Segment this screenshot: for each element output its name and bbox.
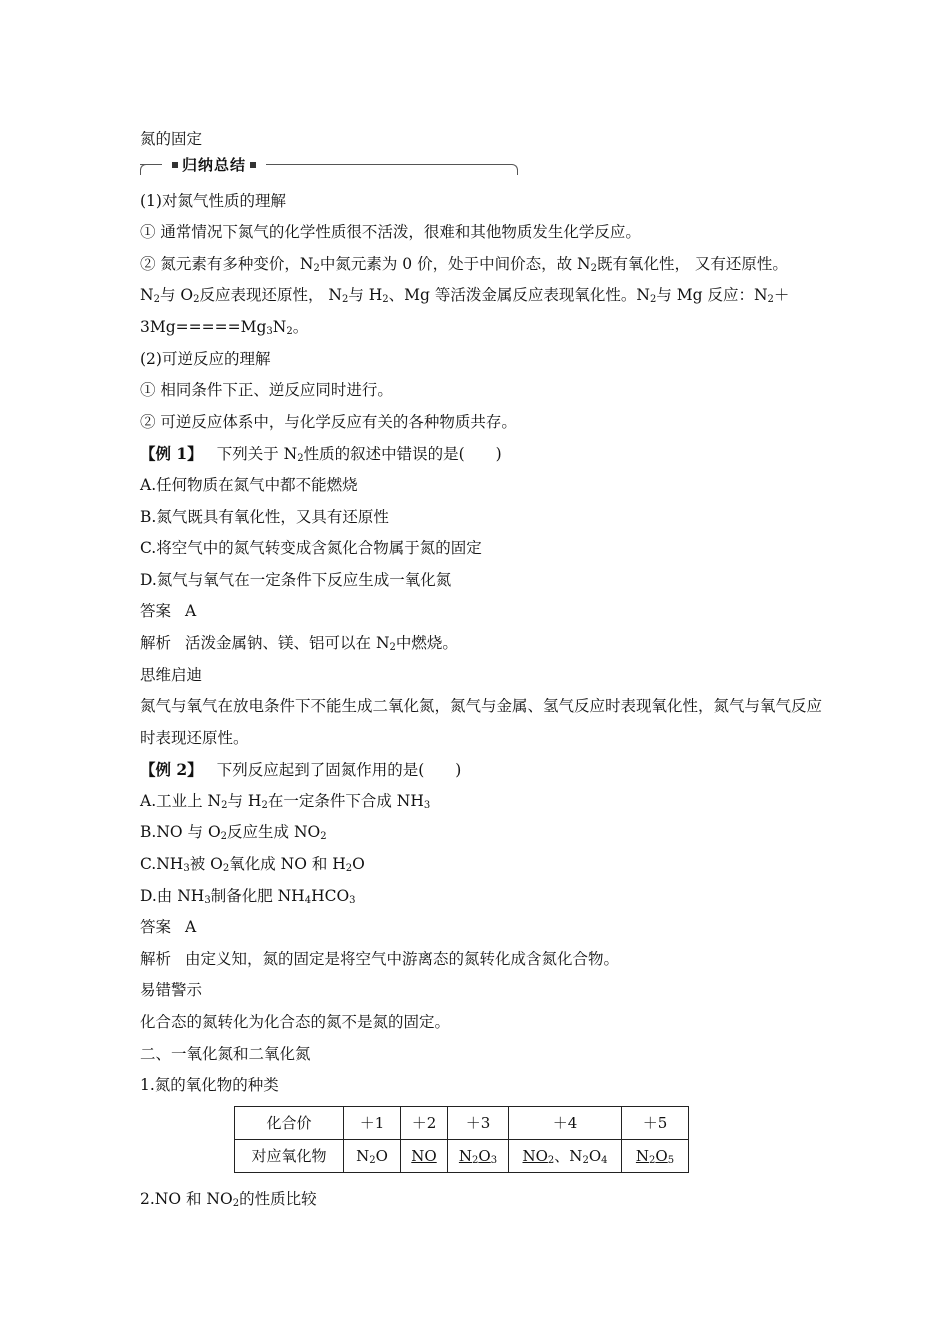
example2-option-c: $C.NH_3$被 $O_2$氧化成 NO 和 $H_2O$ — [140, 855, 365, 875]
table-cell: $N_2O$ — [344, 1139, 401, 1172]
square-icon — [250, 162, 256, 168]
summary-banner — [140, 156, 830, 182]
example2-option-a: A.工业上 $N_2$与 $H_2$在一定条件下合成 $NH_3$ — [140, 791, 431, 811]
example1-answer: 答案 A — [140, 602, 197, 621]
table-cell: $N_2O_3$ — [448, 1139, 509, 1172]
table-row-label: 对应氧化物 — [235, 1139, 344, 1172]
summary-p1-title: (1)对氮气性质的理解 — [140, 191, 286, 210]
example2-analysis: 解析 由定义知，氮的固定是将空气中游离态的氮转化成含氮化合物。 — [140, 949, 620, 968]
example1-option-b: B.氮气既具有氧化性，又具有还原性 — [140, 507, 389, 526]
oxide-table-wrap — [140, 1102, 830, 1184]
example2-stem: 【例 2】 下列反应起到了固氮作用的是( ) — [140, 760, 462, 780]
document-page — [140, 124, 830, 1215]
table-row — [235, 1106, 689, 1139]
example2-option-d: D.由 $NH_3$制备化肥 $NH_4HCO_3$ — [140, 886, 356, 906]
example1-insight: 氮气与氧气在放电条件下不能生成二氧化氮，氮气与金属、氢气反应时表现氧化性，氮气与氧气反应时表现还原性。 — [140, 697, 823, 747]
table-cell: ＋2 — [401, 1106, 448, 1139]
example1-option-c: C.将空气中的氮气转变成含氮化合物属于氮的固定 — [140, 539, 482, 558]
table-cell: ＋4 — [509, 1106, 622, 1139]
section2-title: 二、一氧化氮和二氧化氮 — [140, 1044, 311, 1063]
sub1-title: 1.氮的氧化物的种类 — [140, 1076, 279, 1095]
summary-p2-a: ① 相同条件下正、逆反应同时进行。 — [140, 381, 393, 400]
example1-analysis: 解析 活泼金属钠、镁、铝可以在 $N_2$中燃烧。 — [140, 633, 458, 653]
banner-label: 归纳总结 — [162, 154, 266, 176]
table-cell: $NO_2$、$N_2O_4$ — [509, 1139, 622, 1172]
summary-p1-c: $N_2$与 $O_2$反应表现还原性， $N_2$与 $H_2$、Mg 等活泼金属反应表现氧化性。$N_2$与 Mg 反应：$N_2+$ — [140, 286, 790, 306]
summary-p2-b: ② 可逆反应体系中，与化学反应有关的各种物质共存。 — [140, 412, 517, 431]
sub2-title: 2.NO 和 $NO_2$的性质比较 — [140, 1189, 317, 1209]
table-cell: $N_2O_5$ — [622, 1139, 689, 1172]
table-cell: ＋5 — [622, 1106, 689, 1139]
example2-answer: 答案 A — [140, 918, 197, 937]
example1-option-d: D.氮气与氧气在一定条件下反应生成一氧化氮 — [140, 570, 452, 589]
section-heading: 氮的固定 — [140, 130, 203, 148]
summary-p1-b: ② 氮元素有多种变价，$N_2$中氮元素为 0 价，处于中间价态，故 $N_2$既有氧化性， 又有还原性。 — [140, 254, 788, 274]
example2-warning: 化合态的氮转化为化合态的氮不是氮的固定。 — [140, 1013, 451, 1032]
example1-stem: 【例 1】 下列关于 $N_2$性质的叙述中错误的是( ) — [140, 444, 502, 465]
table-cell: NO — [401, 1139, 448, 1172]
summary-p1-d: $3Mg=====Mg_3N_2$。 — [140, 317, 309, 337]
example1-option-a: A.任何物质在氮气中都不能燃烧 — [140, 475, 358, 494]
example2-option-b: B.NO 与 $O_2$反应生成 $NO_2$ — [140, 823, 327, 843]
table-cell: ＋1 — [344, 1106, 401, 1139]
oxide-table — [234, 1106, 689, 1173]
table-header-label: 化合价 — [235, 1106, 344, 1139]
summary-p1-a: ① 通常情况下氮气的化学性质很不活泼，很难和其他物质发生化学反应。 — [140, 223, 641, 242]
table-cell: ＋3 — [448, 1106, 509, 1139]
example2-warning-title: 易错警示 — [140, 981, 203, 1000]
square-icon — [172, 162, 178, 168]
summary-p2-title: (2)可逆反应的理解 — [140, 349, 271, 368]
example1-insight-title: 思维启迪 — [140, 665, 203, 684]
table-row — [235, 1139, 689, 1172]
